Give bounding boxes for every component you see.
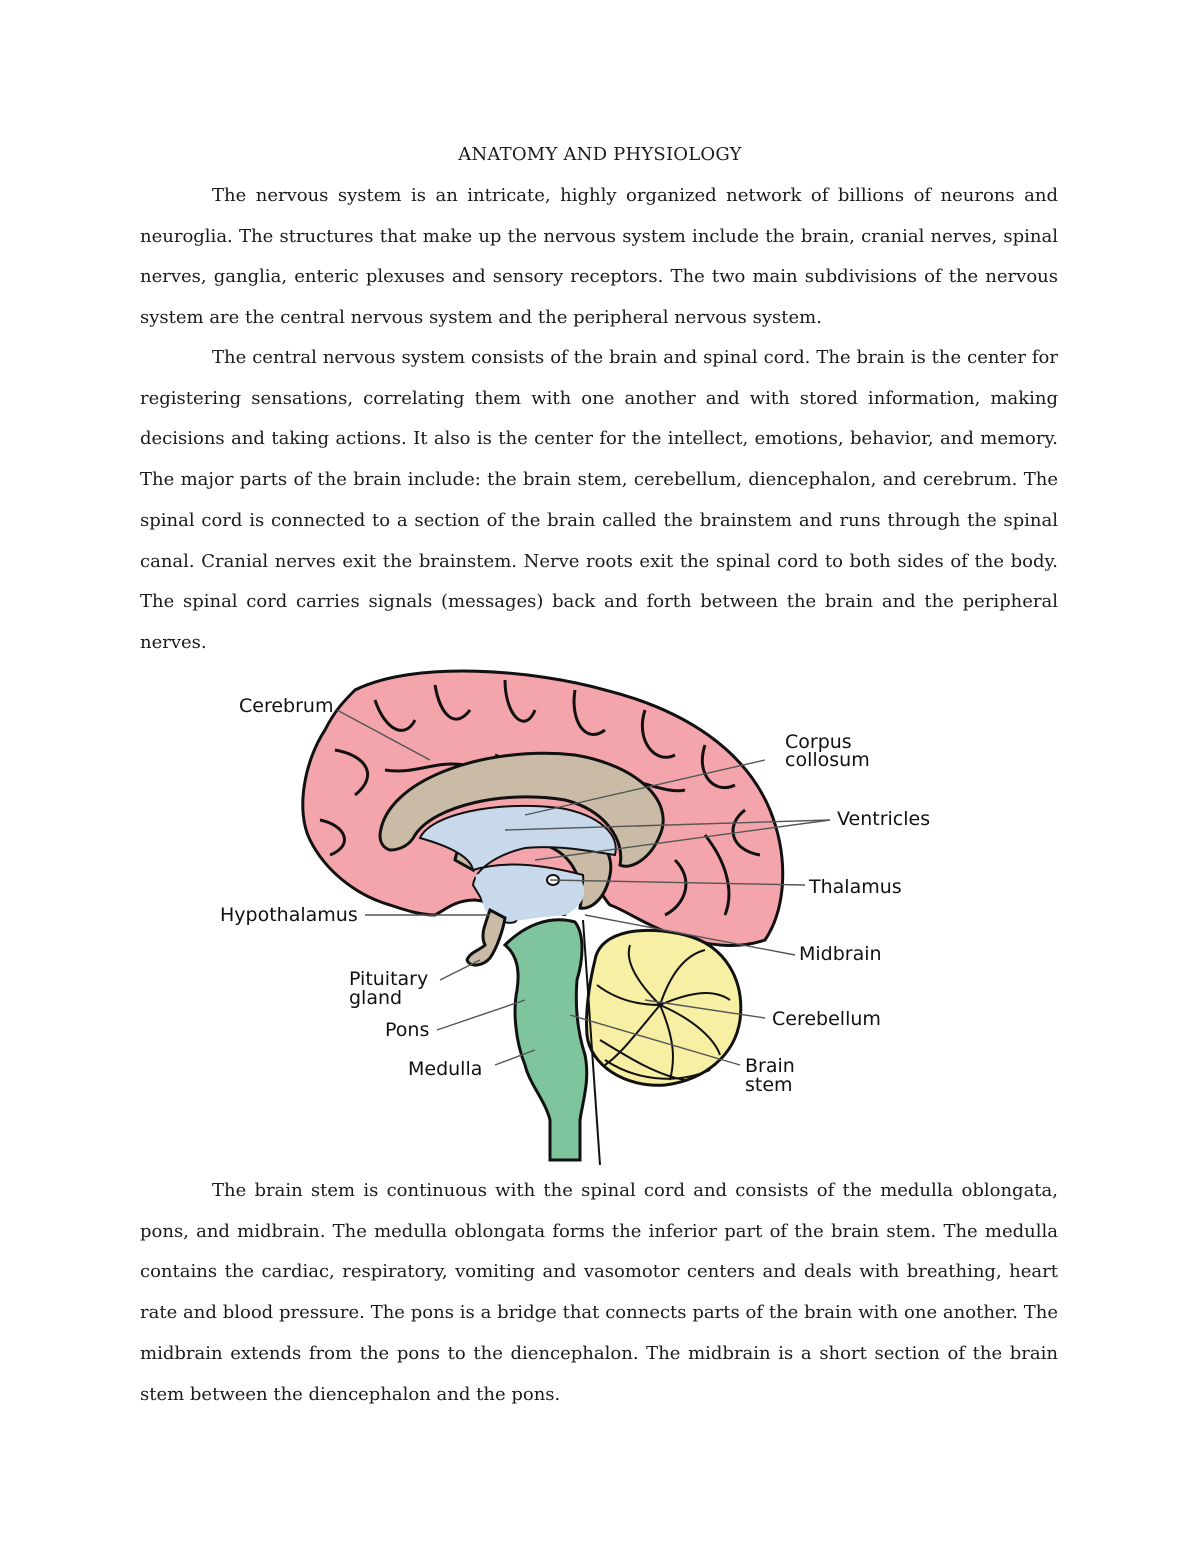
paragraph-central-nervous-system: The central nervous system consists of the brain and spinal cord. The brain is the center for registering sensations, correlating them with one another and with stored information, making decisions and taking actions. It also is the center for the intellect, emotions, behavior, and memory. The major parts of the brain include: the brain stem, cerebellum, diencephalon, and cerebrum. The spinal cord is connected to a section of the brain called the brainstem and runs through the spinal canal. Cranial nerves exit the brainstem. Nerve roots exit the spinal cord to both sides of the body. The spinal cord carries signals (messages) back and forth between the brain and the peripheral nerves. — [140, 347, 1058, 653]
label-hypothalamus: Hypothalamus — [220, 904, 358, 926]
label-collosum: collosum — [785, 749, 870, 771]
label-pons: Pons — [385, 1019, 430, 1041]
label-thalamus: Thalamus — [809, 876, 902, 898]
pituitary-gland-shape — [467, 910, 505, 965]
label-brain: Brain — [745, 1055, 795, 1077]
label-cerebellum: Cerebellum — [772, 1008, 881, 1030]
document-title: ANATOMY AND PHYSIOLOGY — [458, 144, 742, 165]
label-stem: stem — [745, 1074, 793, 1096]
label-ventricles: Ventricles — [837, 808, 931, 830]
label-midbrain: Midbrain — [799, 943, 882, 965]
label-pituitary: Pituitary — [349, 968, 429, 990]
label-corpus: Corpus — [785, 731, 852, 753]
paragraph-nervous-system: The nervous system is an intricate, highly organized network of billions of neurons and neuroglia. The structures that make up the nervous system include the brain, cranial nerves, spinal nerves, ganglia, enteric plexuses and sensory receptors. The two main subdivisions of the nervous system are the central nervous system and the peripheral nervous system. — [140, 185, 1058, 329]
paragraph-brain-stem: The brain stem is continuous with the spinal cord and consists of the medulla oblongata, pons, and midbrain. The medulla oblongata forms the inferior part of the brain stem. The medulla contains the cardiac, respiratory, vomiting and vasomotor centers and deals with breathing, heart rate and blood pressure. The pons is a bridge that connects parts of the brain with one another. The midbrain extends from the pons to the diencephalon. The midbrain is a short section of the brain stem between the diencephalon and the pons. — [140, 1180, 1058, 1405]
label-gland: gland — [349, 987, 403, 1009]
brain-anatomy-diagram — [205, 660, 945, 1170]
label-cerebrum: Cerebrum — [239, 695, 334, 717]
brain-stem-shape — [505, 920, 587, 1160]
label-medulla: Medulla — [408, 1058, 483, 1080]
